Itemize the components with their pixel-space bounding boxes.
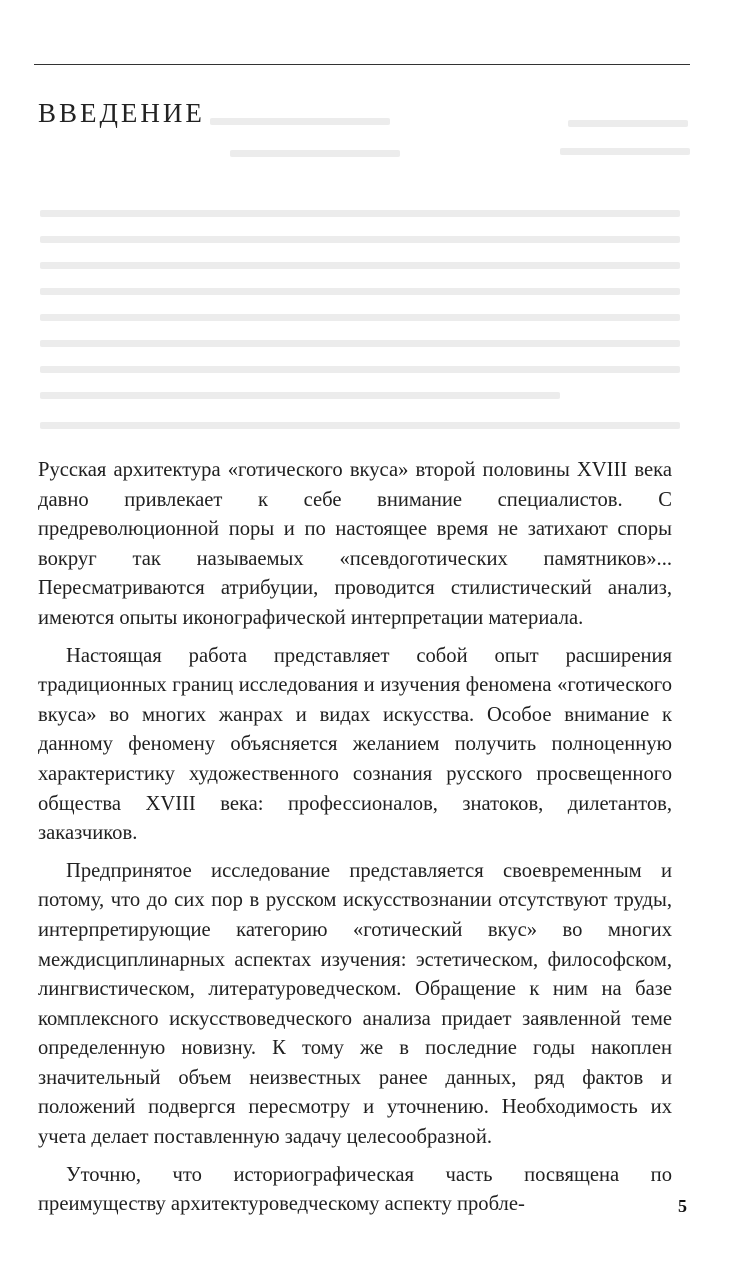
page-number: 5 bbox=[678, 1196, 687, 1216]
paragraph: Уточню, что историографическая часть посвящена по преимуществу архитектуроведческому аспекту пробле- bbox=[38, 1163, 672, 1216]
chapter-title: ВВЕДЕНИЕ bbox=[38, 98, 205, 128]
body-text bbox=[38, 456, 672, 1228]
paragraph: Настоящая работа представляет собой опыт расширения традиционных границ исследования и изучения феномена «готического вкуса» во многих жанрах и видах искусства. Особое внимание к данному феномену объясняется желанием получить полноценную характеристику художественного сознания русского просвещенного общества XVIII века: профессионалов, знатоков, дилетантов, заказчиков. bbox=[38, 644, 672, 845]
paragraph: Предпринятое исследование представляется своевременным и потому, что до сих пор в русском искусствознании отсутствуют труды, интерпретирующие категорию «готический вкус» во многих междисциплинарных аспектах изучения: эстетическом, философском, лингвистическом, литературоведческом. Обращение к ним на базе комплексного искусствоведческого анализа придает заявленной теме определенную новизну. К тому же в последние годы накоплен значительный объем неизвестных ранее данных, ряд фактов и положений подвергся пересмотру и уточнению. Необходимость их учета делает поставленную задачу целесообразной. bbox=[38, 859, 672, 1149]
header-rule bbox=[34, 64, 690, 65]
paragraph: Русская архитектура «готического вкуса» второй половины XVIII века давно привлекает к себе внимание специалистов. С предреволюционной поры и по настоящее время не затихают споры вокруг так называемых «псевдоготических памятников»... Пересматриваются атрибуции, проводится стилистический анализ, имеются опыты иконографической интерпретации материала. bbox=[38, 459, 672, 629]
bleed-through-text bbox=[0, 0, 729, 470]
